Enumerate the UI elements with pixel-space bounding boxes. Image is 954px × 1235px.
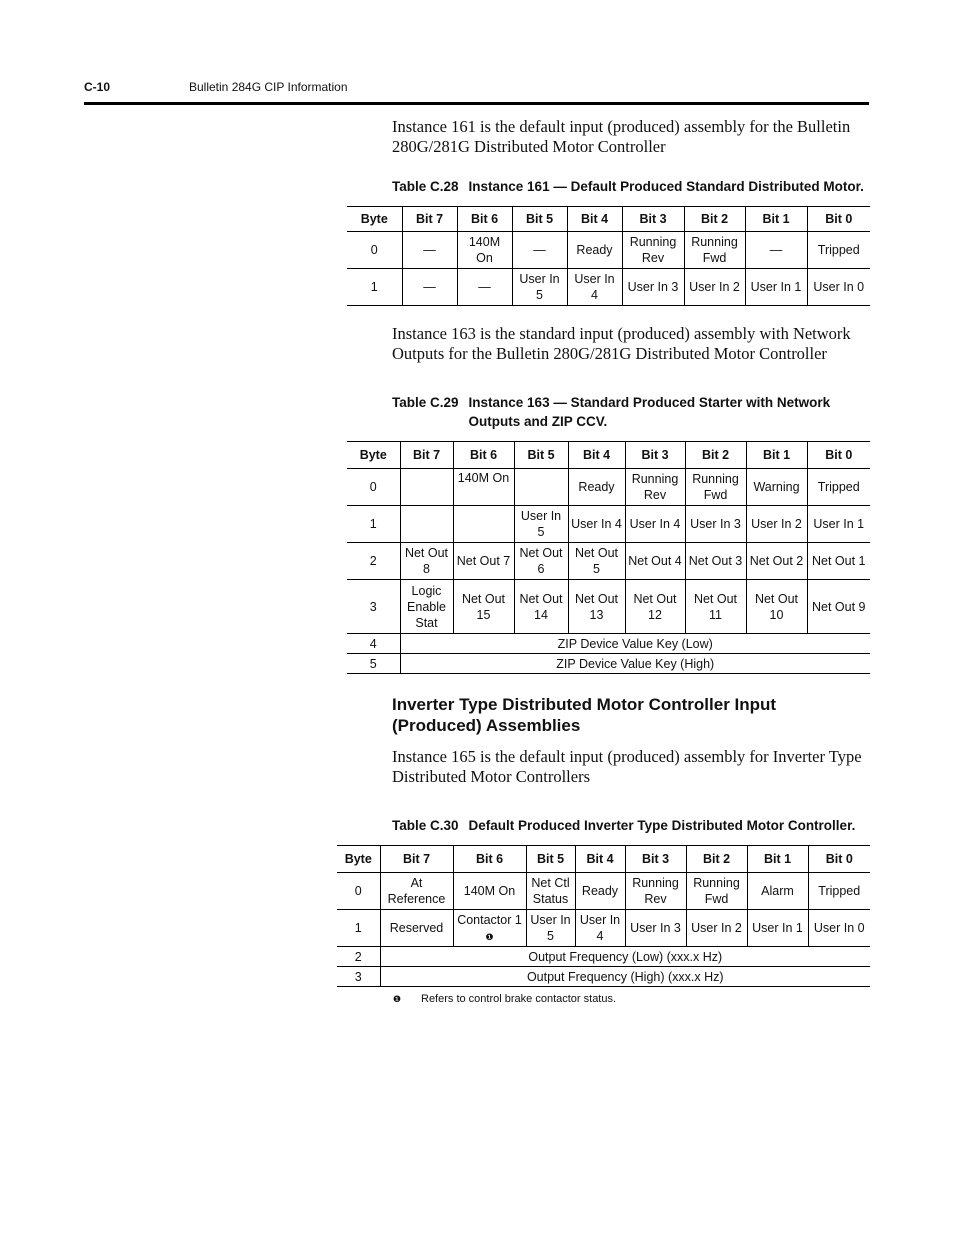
table-row bbox=[347, 543, 870, 580]
table-cell: 5 bbox=[369, 656, 377, 671]
instance-165-paragraph: Instance 165 is the default input (produced) assembly for Inverter Type Distributed Motor Controllers bbox=[392, 747, 862, 786]
table-row bbox=[347, 580, 870, 634]
table-cell: 140M On bbox=[453, 469, 514, 506]
header-bit-6: Bit 6 bbox=[457, 207, 512, 232]
table-cell: Reserved bbox=[380, 910, 453, 947]
table-cell: User In 1 bbox=[747, 910, 808, 947]
table-row bbox=[347, 269, 870, 306]
instance-163-paragraph: Instance 163 is the standard input (produced) assembly with Network Outputs for the Bulletin 280G/281G Distributed Motor Controller bbox=[392, 324, 851, 363]
table-header-row bbox=[347, 207, 870, 232]
table-cell: 3 bbox=[354, 969, 362, 984]
table-row bbox=[337, 910, 870, 947]
table-cell: Running Rev bbox=[625, 873, 686, 910]
table-cell bbox=[453, 506, 514, 543]
page-number: C-10 bbox=[84, 80, 111, 94]
header-bit-2: Bit 2 bbox=[685, 442, 746, 469]
table-cell: 1 bbox=[354, 921, 362, 935]
table-row bbox=[347, 506, 870, 543]
table-cell: 2 bbox=[369, 554, 377, 568]
table-row bbox=[347, 634, 870, 654]
table-cell: Net Out 4 bbox=[625, 543, 685, 580]
table-cell-span: ZIP Device Value Key (High) bbox=[400, 654, 870, 674]
header-bit-2: Bit 2 bbox=[684, 207, 745, 232]
table-cell: 140M On bbox=[453, 873, 526, 910]
table-cell: 1 bbox=[369, 517, 377, 531]
table-cell: Net Out 7 bbox=[453, 543, 514, 580]
table-cell: Logic Enable Stat bbox=[400, 580, 453, 634]
header-bit-2: Bit 2 bbox=[686, 846, 747, 873]
table-header-row bbox=[337, 846, 870, 873]
table-row bbox=[337, 967, 870, 987]
header-bit-5: Bit 5 bbox=[514, 442, 568, 469]
table-cell: Net Out 15 bbox=[453, 580, 514, 634]
table-row bbox=[347, 232, 870, 269]
header-bit-3: Bit 3 bbox=[625, 442, 685, 469]
table-c30-caption bbox=[392, 816, 870, 835]
table-cell: — bbox=[402, 269, 457, 306]
table-cell bbox=[453, 910, 526, 947]
table-cell: Net Out 2 bbox=[746, 543, 807, 580]
table-cell: Net Out 13 bbox=[568, 580, 625, 634]
header-bit-6: Bit 6 bbox=[453, 442, 514, 469]
table-cell: User In 0 bbox=[808, 910, 870, 947]
table-cell: Running Fwd bbox=[684, 232, 745, 269]
header-byte: Byte bbox=[359, 448, 387, 462]
header-bit-1: Bit 1 bbox=[747, 846, 808, 873]
table-cell bbox=[514, 469, 568, 506]
table-cell: Running Rev bbox=[622, 232, 684, 269]
table-c29-id: Table C.29 bbox=[392, 395, 459, 410]
table-header-row bbox=[347, 442, 870, 469]
table-c30-id: Table C.30 bbox=[392, 818, 459, 833]
table-cell: Net Out 1 bbox=[807, 543, 870, 580]
header-bit-5: Bit 5 bbox=[512, 207, 567, 232]
table-cell: 2 bbox=[354, 949, 362, 964]
table-cell: 0 bbox=[369, 480, 377, 494]
header-bit-4: Bit 4 bbox=[568, 442, 625, 469]
table-cell: Net Out 14 bbox=[514, 580, 568, 634]
table-cell: Net Out 10 bbox=[746, 580, 807, 634]
table-cell: User In 5 bbox=[512, 269, 567, 306]
table-c29 bbox=[347, 441, 870, 674]
table-cell: User In 4 bbox=[568, 506, 625, 543]
header-bit-3: Bit 3 bbox=[622, 207, 684, 232]
header-bit-0: Bit 0 bbox=[807, 207, 870, 232]
table-cell: Net Out 3 bbox=[685, 543, 746, 580]
table-cell: Tripped bbox=[807, 469, 870, 506]
table-cell: Ready bbox=[567, 232, 622, 269]
table-c30-title: Default Produced Inverter Type Distributed Motor Controller. bbox=[468, 818, 856, 833]
table-cell: User In 3 bbox=[625, 910, 686, 947]
table-cell: User In 2 bbox=[684, 269, 745, 306]
header-bit-7: Bit 7 bbox=[400, 442, 453, 469]
header-bit-3: Bit 3 bbox=[625, 846, 686, 873]
table-cell: Running Rev bbox=[625, 469, 685, 506]
running-header: Bulletin 284G CIP Information bbox=[189, 80, 348, 94]
table-cell-span: ZIP Device Value Key (Low) bbox=[400, 634, 870, 654]
table-cell: User In 1 bbox=[807, 506, 870, 543]
table-cell: Warning bbox=[746, 469, 807, 506]
header-bit-0: Bit 0 bbox=[808, 846, 870, 873]
footnote-marker-icon: ❶ bbox=[485, 931, 494, 942]
table-cell: Net Out 9 bbox=[807, 580, 870, 634]
table-row bbox=[347, 469, 870, 506]
table-c30 bbox=[337, 845, 870, 987]
table-cell: Net Out 6 bbox=[514, 543, 568, 580]
header-rule bbox=[84, 102, 869, 105]
header-bit-7: Bit 7 bbox=[402, 207, 457, 232]
table-cell: 140M On bbox=[457, 232, 512, 269]
table-cell: User In 5 bbox=[514, 506, 568, 543]
table-c28 bbox=[347, 206, 870, 306]
table-cell: Alarm bbox=[747, 873, 808, 910]
table-cell: 1 bbox=[370, 280, 378, 294]
contactor-1-label: Contactor 1 bbox=[457, 912, 522, 927]
header-bit-1: Bit 1 bbox=[745, 207, 807, 232]
table-c29-caption bbox=[392, 393, 870, 431]
footnote-marker-icon: ❶ bbox=[393, 994, 402, 1004]
table-row bbox=[337, 947, 870, 967]
header-byte: Byte bbox=[344, 852, 372, 866]
header-byte: Byte bbox=[360, 212, 388, 226]
table-cell: 0 bbox=[370, 243, 378, 257]
table-c28-caption bbox=[392, 177, 870, 196]
header-bit-5: Bit 5 bbox=[526, 846, 575, 873]
table-cell: At Reference bbox=[380, 873, 453, 910]
table-cell: Ready bbox=[568, 469, 625, 506]
table-cell: User In 3 bbox=[622, 269, 684, 306]
table-cell: Ready bbox=[575, 873, 625, 910]
table-cell: User In 0 bbox=[807, 269, 870, 306]
table-cell: — bbox=[512, 232, 567, 269]
table-cell: 0 bbox=[354, 884, 362, 898]
table-cell: Tripped bbox=[807, 232, 870, 269]
table-row bbox=[347, 654, 870, 674]
table-cell-span: Output Frequency (High) (xxx.x Hz) bbox=[380, 967, 870, 987]
header-bit-0: Bit 0 bbox=[807, 442, 870, 469]
table-cell: Net Out 8 bbox=[400, 543, 453, 580]
table-c28-id: Table C.28 bbox=[392, 179, 459, 194]
table-cell bbox=[400, 469, 453, 506]
table-cell: Tripped bbox=[808, 873, 870, 910]
table-cell: User In 4 bbox=[567, 269, 622, 306]
table-cell: — bbox=[745, 232, 807, 269]
table-cell-span: Output Frequency (Low) (xxx.x Hz) bbox=[380, 947, 870, 967]
table-cell: User In 2 bbox=[686, 910, 747, 947]
table-c28-title: Instance 161 — Default Produced Standard Distributed Motor. bbox=[468, 179, 864, 194]
table-cell: — bbox=[457, 269, 512, 306]
table-cell: User In 3 bbox=[685, 506, 746, 543]
table-cell: User In 1 bbox=[745, 269, 807, 306]
table-cell: Net Out 5 bbox=[568, 543, 625, 580]
header-bit-7: Bit 7 bbox=[380, 846, 453, 873]
table-c29-title: Instance 163 — Standard Produced Starter with Network Outputs and ZIP CCV. bbox=[468, 395, 831, 429]
instance-161-paragraph: Instance 161 is the default input (produced) assembly for the Bulletin 280G/281G Distributed Motor Controller bbox=[392, 117, 851, 156]
footnote bbox=[393, 993, 616, 1005]
table-cell: Running Fwd bbox=[685, 469, 746, 506]
table-cell: User In 2 bbox=[746, 506, 807, 543]
table-cell: Net Out 12 bbox=[625, 580, 685, 634]
table-cell: — bbox=[402, 232, 457, 269]
table-cell: Net Ctl Status bbox=[526, 873, 575, 910]
footnote-text: Refers to control brake contactor status. bbox=[421, 993, 617, 1005]
table-cell: User In 4 bbox=[625, 506, 685, 543]
table-cell: User In 4 bbox=[575, 910, 625, 947]
header-bit-6: Bit 6 bbox=[453, 846, 526, 873]
table-cell: Running Fwd bbox=[686, 873, 747, 910]
header-bit-1: Bit 1 bbox=[746, 442, 807, 469]
table-cell: 4 bbox=[369, 636, 377, 651]
header-bit-4: Bit 4 bbox=[567, 207, 622, 232]
table-row bbox=[337, 873, 870, 910]
header-bit-4: Bit 4 bbox=[575, 846, 625, 873]
table-cell: Net Out 11 bbox=[685, 580, 746, 634]
table-cell bbox=[400, 506, 453, 543]
table-cell: 3 bbox=[369, 599, 377, 614]
section-heading: Inverter Type Distributed Motor Controller Input (Produced) Assemblies bbox=[392, 695, 777, 735]
table-cell: User In 5 bbox=[526, 910, 575, 947]
